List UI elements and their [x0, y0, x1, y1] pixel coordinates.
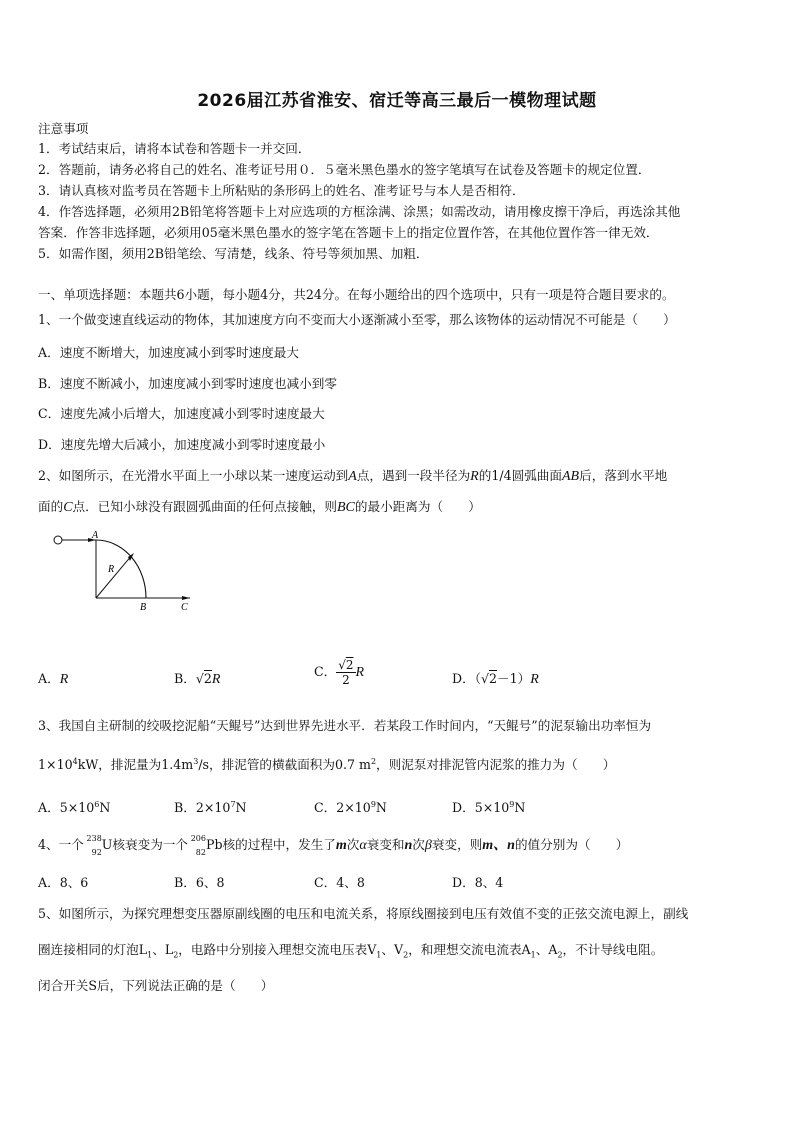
question-2-stem-line2: [38, 498, 758, 517]
q2-text: 点，遇到一段半径为: [356, 468, 471, 483]
question-3-option-c: [314, 796, 387, 817]
arc-ab-symbol: AB: [561, 469, 580, 484]
option-exponent: 9: [509, 800, 515, 809]
flow-value: 1.4m: [161, 757, 194, 773]
q4-text: 次: [346, 837, 360, 852]
q2-text: 面的: [38, 499, 64, 514]
power-exponent: 4: [72, 757, 78, 766]
sqrt-icon: √: [481, 671, 490, 686]
sqrt-icon: √: [195, 671, 204, 686]
option-exponent: 7: [230, 800, 236, 809]
ground-arrow-icon: [182, 596, 190, 600]
q4-text: 核的过程中，发生了: [222, 837, 336, 852]
question-1-stem: 1、一个做变速直线运动的物体，其加速度方向不变而大小逐渐减小至零，那么该物体的运动情况不可能是（ ）: [38, 312, 676, 327]
option-value: R: [355, 665, 365, 680]
q3-text: ，则泥泵对排泥管内泥浆的推力为（ ）: [376, 757, 616, 773]
notice-heading: 注意事项: [38, 121, 89, 136]
radius-symbol: R: [470, 469, 479, 484]
denominator: 2: [342, 673, 350, 687]
option-exponent: 6: [94, 800, 100, 809]
q5-text: 、V: [381, 942, 404, 957]
option-value: R: [211, 672, 221, 687]
ball-icon: [54, 536, 62, 544]
option-label: A．: [38, 671, 60, 686]
q4-text: 衰变，则: [431, 837, 483, 852]
notice-item: 5．如需作图，须用2B铅笔绘、写清楚，线条、符号等须加黑、加粗．: [38, 246, 429, 261]
fraction: [336, 658, 355, 687]
atomic-number: 92: [91, 847, 102, 857]
numerator: 2: [345, 658, 354, 672]
option-label: A．: [38, 800, 60, 816]
q5-text: ，电路中分别接入理想交流电压表V: [178, 942, 377, 957]
subscript: 1: [376, 950, 382, 960]
sqrt-icon: √: [338, 658, 346, 672]
option-label: B．: [174, 800, 196, 816]
q2-text: 的1/4圆弧曲面: [478, 468, 562, 483]
notice-item: 3．请认真核对监考员在答题卡上所粘贴的条形码上的姓名、准考证号与本人是否相符．: [38, 183, 525, 198]
variable-n: n: [404, 838, 413, 853]
q5-text: ，不计导线电阻。: [562, 942, 664, 957]
question-4-option-d: D．8、4: [452, 875, 504, 890]
question-1-option-a: A．速度不断增大，加速度减小到零时速度最大: [38, 345, 299, 360]
uranium-isotope: [84, 833, 102, 857]
question-5-stem-line2: [38, 941, 758, 965]
option-value: 5×10: [474, 800, 510, 816]
radicand: 2: [203, 671, 212, 686]
q2-text: 点．已知小球没有跟圆弧曲面的任何点接触，则: [72, 499, 337, 514]
question-5-stem-line1: 5、如图所示，为探究理想变压器原副线圈的电压和电流关系，将原线圈接到电压有效值不变的正弦交流电源上，副线: [38, 906, 689, 921]
power-unit: kW: [77, 757, 99, 773]
mass-number: 238: [86, 833, 102, 843]
variables-mn: m、n: [482, 838, 515, 853]
label-r: R: [108, 564, 115, 575]
option-exponent: 9: [370, 800, 376, 809]
label-a: A: [92, 530, 99, 541]
point-c-symbol: C: [63, 500, 73, 515]
question-3-stem-line1: 3、我国自主研制的绞吸挖泥船“天鲲号”达到世界先进水平．若某段工作时间内，“天鲲号”的泥泵输出功率恒为: [38, 718, 652, 733]
option-unit: N: [235, 800, 247, 816]
label-b: B: [140, 602, 147, 613]
beta-symbol: β: [424, 838, 432, 853]
notice-item: 2．答题前，请务必将自己的姓名、准考证号用０．５毫米黑色墨水的签字笔填写在试卷及答题卡的规定位置．: [38, 162, 651, 177]
page-title: 2026届江苏省淮安、宿迁等高三最后一模物理试题: [197, 91, 597, 111]
area-value: 0.7 m: [334, 757, 371, 773]
option-value: 5×10: [59, 800, 95, 816]
option-value: R: [530, 672, 539, 687]
flow-unit: /s: [198, 757, 210, 773]
alpha-symbol: α: [359, 838, 367, 853]
question-4-option-a: A．8、6: [38, 875, 89, 890]
point-a-symbol: A: [348, 469, 357, 484]
q5-text: 圈连接相同的灯泡L: [38, 942, 148, 957]
q2-text: 的最小距离为（ ）: [354, 499, 481, 514]
option-value: 2×10: [336, 800, 371, 816]
option-unit: N: [375, 800, 387, 816]
element-symbol: Pb: [205, 837, 223, 852]
option-label: C．: [314, 664, 337, 679]
option-unit: N: [514, 800, 526, 816]
power-value: 1×10: [38, 757, 73, 773]
question-4-option-c: C．4、8: [314, 875, 365, 890]
notice-item: 1．考试结束后，请将本试卷和答题卡一并交回．: [38, 141, 311, 156]
q5-text: ，和理想交流电流表A: [408, 942, 531, 957]
element-symbol: U: [101, 837, 113, 852]
q4-text: 核衰变为一个: [112, 837, 188, 852]
question-3-option-d: [452, 796, 525, 817]
question-5-stem-line3: 闭合开关S后，下列说法正确的是（ ）: [38, 978, 274, 993]
option-label: B．: [174, 671, 196, 686]
question-2-stem-line1: [38, 467, 758, 486]
option-label: C．: [314, 800, 337, 816]
q4-text: 衰变和: [366, 837, 405, 852]
flow-exponent: 3: [193, 757, 199, 766]
question-3-stem-line2: [38, 753, 758, 774]
radicand: 2: [489, 671, 498, 686]
segment-bc-symbol: BC: [337, 500, 355, 515]
question-3-option-a: [38, 796, 110, 817]
q5-text: 、L: [152, 942, 174, 957]
option-value: R: [59, 672, 69, 687]
option-text: －1）: [497, 671, 531, 686]
subscript: 2: [173, 950, 179, 960]
question-1-option-b: B．速度不断减小，加速度减小到零时速度也减小到零: [38, 376, 337, 391]
section-heading: 一、单项选择题：本题共6小题，每小题4分，共24分。在每小题给出的四个选项中，只有一项是符合题目要求的。: [38, 287, 675, 302]
option-unit: N: [99, 800, 111, 816]
question-2-option-d: [452, 670, 539, 689]
question-2-option-c: [314, 658, 364, 687]
subscript: 1: [530, 950, 536, 960]
question-2-option-b: [174, 670, 220, 689]
question-3-option-b: [174, 796, 247, 817]
mass-number: 206: [190, 833, 206, 843]
q2-text: 2、如图所示，在光滑水平面上一小球以某一速度运动到: [38, 468, 349, 483]
variable-m: m: [335, 838, 347, 853]
label-c: C: [181, 602, 188, 613]
q3-text: ，排泥管的横截面积为: [209, 757, 335, 773]
question-2-figure: [50, 530, 200, 620]
atomic-number: 82: [195, 847, 206, 857]
question-2-option-a: [38, 670, 68, 689]
subscript: 1: [147, 950, 153, 960]
lead-isotope: [188, 833, 206, 857]
q4-text: 4、一个: [38, 837, 84, 852]
option-label: D．: [452, 800, 475, 816]
question-1-option-c: C．速度先减小后增大，加速度减小到零时速度最大: [38, 406, 325, 421]
q2-text: 后，落到水平地: [579, 468, 668, 483]
notice-item: 4．作答选择题，必须用2B铅笔将答题卡上对应选项的方框涂满、涂黑；如需改动，请用橡皮擦干净后，再选涂其他: [38, 204, 681, 219]
radius-line: [96, 555, 132, 598]
area-exponent: 2: [370, 757, 377, 766]
q4-text: 次: [412, 837, 425, 852]
q4-text: 的值分别为（ ）: [514, 837, 629, 852]
question-1-option-d: D．速度先增大后减小，加速度减小到零时速度最小: [38, 437, 326, 452]
question-4-stem: [38, 833, 758, 857]
question-4-option-b: B．6、8: [174, 875, 225, 890]
option-value: 2×10: [195, 800, 231, 816]
notice-item: 答案．作答非选择题，必须用05毫米黑色墨水的签字笔在答题卡上的指定位置作答，在其他位置作答一律无效．: [38, 225, 659, 240]
q5-text: 、A: [535, 942, 558, 957]
option-label: D．（: [452, 671, 481, 686]
subscript: 2: [403, 950, 409, 960]
q3-text: ，排泥量为: [98, 757, 162, 773]
subscript: 2: [557, 950, 563, 960]
